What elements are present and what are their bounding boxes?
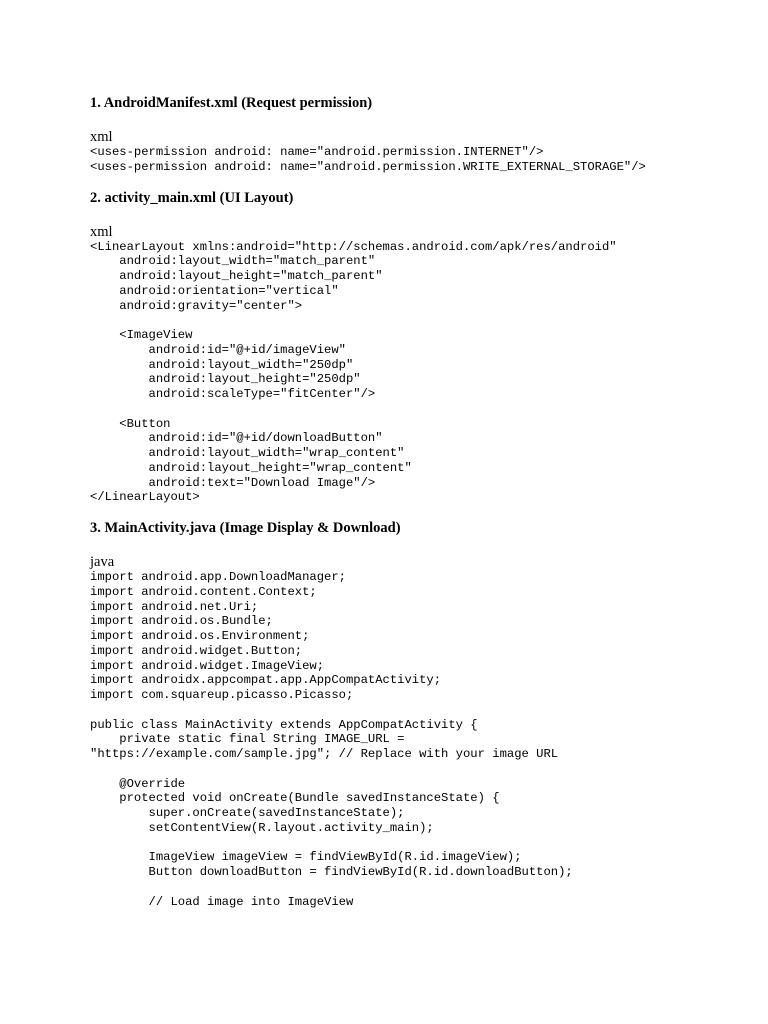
section-layout xyxy=(90,189,750,506)
section-manifest xyxy=(90,94,750,175)
section-heading-activity: 3. MainActivity.java (Image Display & Download) xyxy=(90,520,401,536)
section-heading-layout: 2. activity_main.xml (UI Layout) xyxy=(90,189,294,206)
code-block-activity: import android.app.DownloadManager; import android.content.Context; import android.net.Uri; import android.os.Bundle; import android.os.Environment; import android.widget.Button; import android.widget.ImageView; import androidx.appcompat.app.AppCompatActivity; import com.squareup.picasso.Picasso; public class MainActivity extends AppCompatActivity { private static final String IMAGE_URL = "https://example.com/sample.jpg"; // Replace with your image URL @Override protected void onCreate(Bundle savedInstanceState) { super.onCreate(savedInstanceState); setContentView(R.layout.activity_main); ImageView imageView = findViewById(R.id.imageView); Button downloadButton = findViewById(R.id.downloadButton); // Load image into ImageView xyxy=(90,570,573,909)
document-page xyxy=(90,94,750,909)
section-heading-manifest: 1. AndroidManifest.xml (Request permission) xyxy=(90,95,373,111)
code-language-label-xml: xml xyxy=(90,129,113,145)
section-activity xyxy=(90,519,750,909)
code-block-manifest: <uses-permission android: name="android.permission.INTERNET"/> <uses-permission android: name="android.permission.WRITE_EXTERNAL_STORAGE"/> xyxy=(90,145,646,174)
code-block-layout: <LinearLayout xmlns:android="http://schemas.android.com/apk/res/android" android:layout_width="match_parent" android:layout_height="match_parent" android:orientation="vertical" android:gravity="center"> <ImageView android:id="@+id/imageView" android:layout_width="250dp" android:layout_height="250dp" android:scaleType="fitCenter"/> <Button android:id="@+id/downloadButton" android:layout_width="wrap_content" android:layout_height="wrap_content" android:text="Download Image"/> </LinearLayout> xyxy=(90,239,617,505)
code-language-label-java: java xyxy=(90,554,115,570)
code-language-label-xml: xml xyxy=(90,223,113,240)
